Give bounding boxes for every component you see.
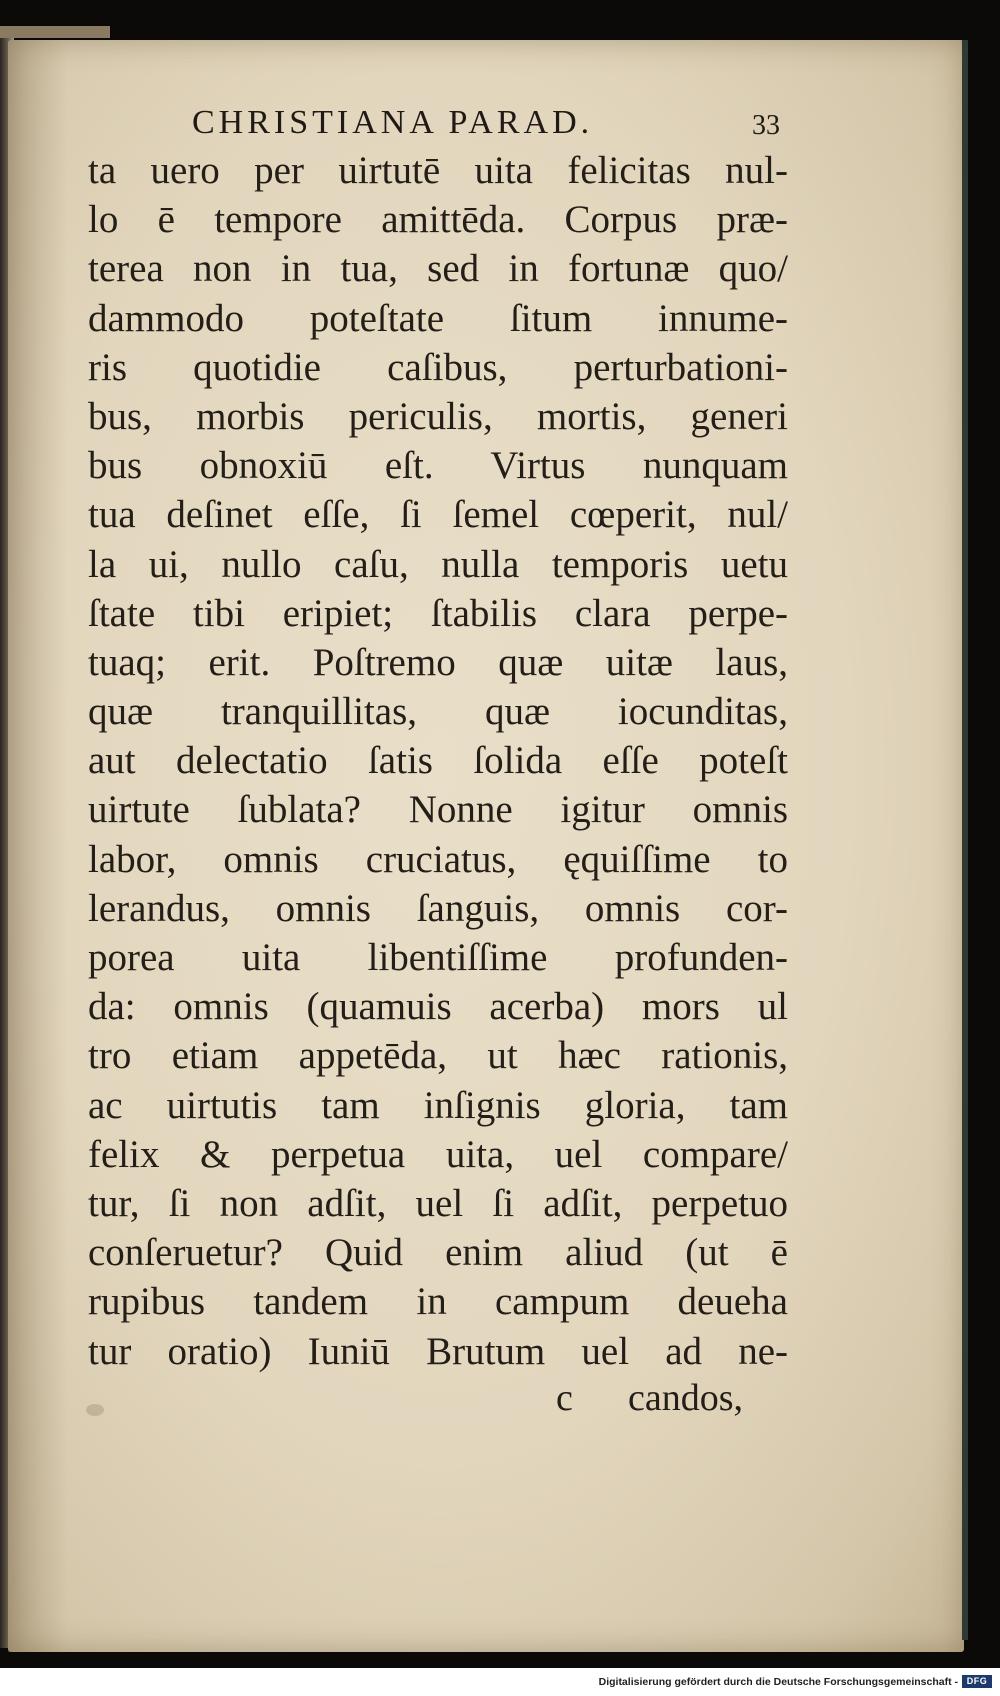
- text-line: felix & perpetua uita, uel compare/: [88, 1132, 788, 1176]
- text-line: porea uita libentiſſime profunden-: [88, 936, 788, 979]
- page-tab: [0, 26, 110, 38]
- text-line: tuaq; erit. Poſtremo quæ uitæ laus,: [88, 640, 788, 684]
- page-number: 33: [752, 110, 780, 141]
- text-line: rupibus tandem in campum deueha: [88, 1280, 788, 1324]
- signature-mark: c: [556, 1377, 573, 1419]
- catchword: candos,: [628, 1377, 744, 1419]
- text-line: da: omnis (quamuis acerba) mors ul: [88, 985, 788, 1029]
- text-line: la ui, nullo caſu, nulla temporis uetu: [88, 542, 788, 586]
- text-line: aut delectatio ſatis ſolida eſſe poteſt: [88, 739, 788, 783]
- credit-bar: [0, 1668, 1000, 1696]
- page-header: [0, 104, 1000, 148]
- text-line: dammodo poteſtate ſitum innume-: [88, 296, 788, 340]
- text-line: tua deſinet eſſe, ſi ſemel cœperit, nul/: [88, 493, 788, 537]
- signature-catchword-row: [0, 1376, 1000, 1424]
- text-line: uirtute ſublata? Nonne igitur omnis: [88, 788, 788, 832]
- text-line: lo ē tempore amittēda. Corpus præ-: [88, 198, 788, 242]
- text-line: ris quotidie caſibus, perturbationi-: [88, 345, 788, 389]
- text-line: lerandus, omnis ſanguis, omnis cor-: [88, 886, 788, 930]
- text-line: labor, omnis cruciatus, ęquiſſime to: [88, 837, 788, 881]
- text-line: terea non in tua, sed in fortunæ quo/: [88, 247, 788, 291]
- running-title: CHRISTIANA PARAD.: [192, 104, 594, 141]
- text-line: ac uirtutis tam inſignis gloria, tam: [88, 1083, 788, 1127]
- text-line: tur oratio) Iuniū Brutum uel ad ne-: [88, 1329, 788, 1373]
- text-line: ſtate tibi eripiet; ſtabilis clara perpe-: [88, 591, 788, 635]
- body-text: [88, 146, 788, 1376]
- text-line: conſeruetur? Quid enim aliud (ut ē: [88, 1231, 788, 1275]
- text-line: bus, morbis periculis, mortis, generi: [88, 394, 788, 438]
- paper-stain: [86, 1404, 104, 1416]
- text-line: quæ tranquillitas, quæ iocunditas,: [88, 690, 788, 734]
- dfg-logo: DFG: [962, 1675, 992, 1688]
- text-line: ta uero per uirtutē uita felicitas nul-: [88, 149, 788, 192]
- text-line: tro etiam appetēda, ut hæc rationis,: [88, 1034, 788, 1078]
- text-line: tur, ſi non adſit, uel ſi adſit, perpetuo: [88, 1181, 788, 1225]
- funding-credit: Digitalisierung gefördert durch die Deutsche Forschungsgemeinschaft -: [598, 1676, 958, 1688]
- text-line: bus obnoxiū eſt. Virtus nunquam: [88, 444, 788, 488]
